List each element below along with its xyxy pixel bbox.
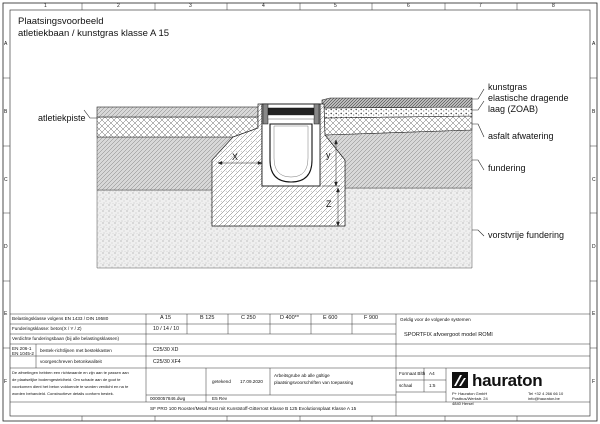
row-label-a-right: A [592, 41, 596, 47]
tb-company-3: 4840 Hersel [452, 401, 474, 406]
tb-format-value: A4 [429, 371, 435, 376]
tb-format-label: Formaat Blth [399, 371, 426, 376]
layer-kunstgras [322, 98, 472, 108]
grating-frame-left [263, 104, 268, 124]
tb-scale-value: 1:5 [429, 383, 436, 388]
col-label-7: 7 [479, 3, 482, 9]
tb-date-value: 17.09.2020 [240, 379, 263, 384]
tb-class-b125: B 125 [200, 315, 215, 321]
tb-note-2: de plaatselijke bodemgesteldheid. Om schade aan de goot te [12, 377, 121, 382]
tb-note-1: De afmetingen hebben een richtwaarde en zijn aan te passen aan [12, 370, 129, 375]
tb-row4a-label: EN 206-1 [12, 346, 32, 351]
tb-class-e600: E 600 [323, 315, 338, 321]
row-label-f: F [4, 379, 8, 385]
channel-inner [270, 124, 312, 182]
layer-atletiekpiste-top [97, 107, 258, 117]
tb-note-4: worden behandeld. Constructieve details conform bestek. [12, 391, 114, 396]
label-fundering: fundering [488, 163, 526, 173]
label-vorstvrije: vorstvrije fundering [488, 230, 565, 240]
tb-note-mid-1: Arbeitsgrube ab alle gültige [274, 373, 330, 378]
tb-class-a15: A 15 [160, 315, 172, 321]
dimension-z-label: Z [326, 199, 332, 209]
row-label-d: D [4, 244, 8, 250]
tb-row2-value: 10 / 14 / 10 [153, 326, 179, 332]
tb-row2-label: Funderingsklasse: beton(X / Y / Z) [12, 326, 82, 331]
row-label-a: A [4, 41, 8, 47]
row-label-e: E [4, 311, 8, 317]
grating-top [268, 115, 314, 119]
tb-product: SPORTFIX afvoergoot model ROMI [404, 332, 493, 338]
tb-row4-desc: bestek-richtlijnen met bestekkasten [40, 348, 112, 353]
tb-row3-label: Verdichte funderingsbaan (bij alle belastingsklassen) [12, 336, 119, 341]
tb-scale-label: schaal [399, 383, 413, 388]
row-label-e-right: E [592, 311, 596, 317]
col-label-6: 6 [407, 3, 410, 9]
hauraton-logo-mark [452, 372, 468, 388]
row-label-b-right: B [592, 109, 596, 115]
tb-row5-desc: voorgeschreven betonkwaliteit [40, 359, 102, 364]
tb-note-mid-2: plaatsingsvoorschriften van toepassing [274, 380, 354, 385]
label-laag-zoab: laag (ZOAB) [488, 104, 539, 114]
hauraton-brand: hauraton [472, 371, 543, 390]
col-label-5: 5 [334, 3, 337, 9]
tb-row4b-label: EN 1045-2 [12, 351, 34, 356]
col-label-4: 4 [262, 3, 265, 9]
tb-applies-label: Geldig voor de volgende systemen [400, 317, 471, 322]
row-label-f-right: F [592, 379, 596, 385]
label-asfalt: asfalt afwatering [488, 131, 554, 141]
tb-company-1: P+ Hauraton GmbH [452, 391, 488, 396]
tb-row4-value: C25/30 XD [153, 347, 179, 353]
col-label-3: 3 [189, 3, 192, 9]
tb-class-d400: D 400** [280, 315, 299, 321]
layer-atletiek-sub [97, 117, 258, 137]
drawing-title-line1: Plaatsingsvoorbeeld [18, 16, 104, 27]
tb-author: E5 Rev [212, 396, 228, 401]
dimension-y-label: y [326, 150, 331, 160]
tb-contact-1: Tel +32 4 266 66 10 [528, 391, 564, 396]
tb-contact-2: info@hauraton.be [528, 396, 560, 401]
tb-row5-value: C25/30 XF4 [153, 359, 181, 365]
col-label-2: 2 [117, 3, 120, 9]
col-label-1: 1 [44, 3, 47, 9]
tb-class-c250: C 250 [241, 315, 256, 321]
row-label-c-right: C [592, 177, 596, 183]
tb-footer: SF PRO 100 Rooster/Metal Rost mit Kunststoff-Gitterrost Klasse B 125 Evolutionsplaat Klasse A 15 [150, 406, 357, 411]
label-kunstgras: kunstgras [488, 82, 528, 92]
col-label-8: 8 [552, 3, 555, 9]
tb-drawing-id: 0000057846.dwg [150, 396, 186, 401]
grating-frame-right [314, 104, 319, 124]
drawing-title-line2: atletiekbaan / kunstgras klasse A 15 [18, 28, 170, 39]
grating [266, 108, 316, 115]
tb-company-2: Postbus/Werkstr. 24 [452, 396, 488, 401]
label-elastische: elastische dragende [488, 93, 569, 103]
tb-norm-label: Belastingsklasse volgens EN 1433 / DIN 19580 [12, 316, 109, 321]
layer-fundering-right [325, 130, 472, 188]
tb-date-label: getekend [212, 379, 231, 384]
row-label-b: B [4, 109, 8, 115]
row-label-d-right: D [592, 244, 596, 250]
dimension-x-label: X [232, 152, 239, 162]
tb-class-f900: F 900 [364, 315, 379, 321]
label-atletiekpiste: atletiekpiste [38, 113, 86, 123]
layer-zoab [322, 107, 472, 118]
row-label-c: C [4, 177, 8, 183]
tb-note-3: voorkomen dient het beton voldoende te worden verdicht en na te [12, 384, 129, 389]
title-block-grid [10, 314, 590, 416]
